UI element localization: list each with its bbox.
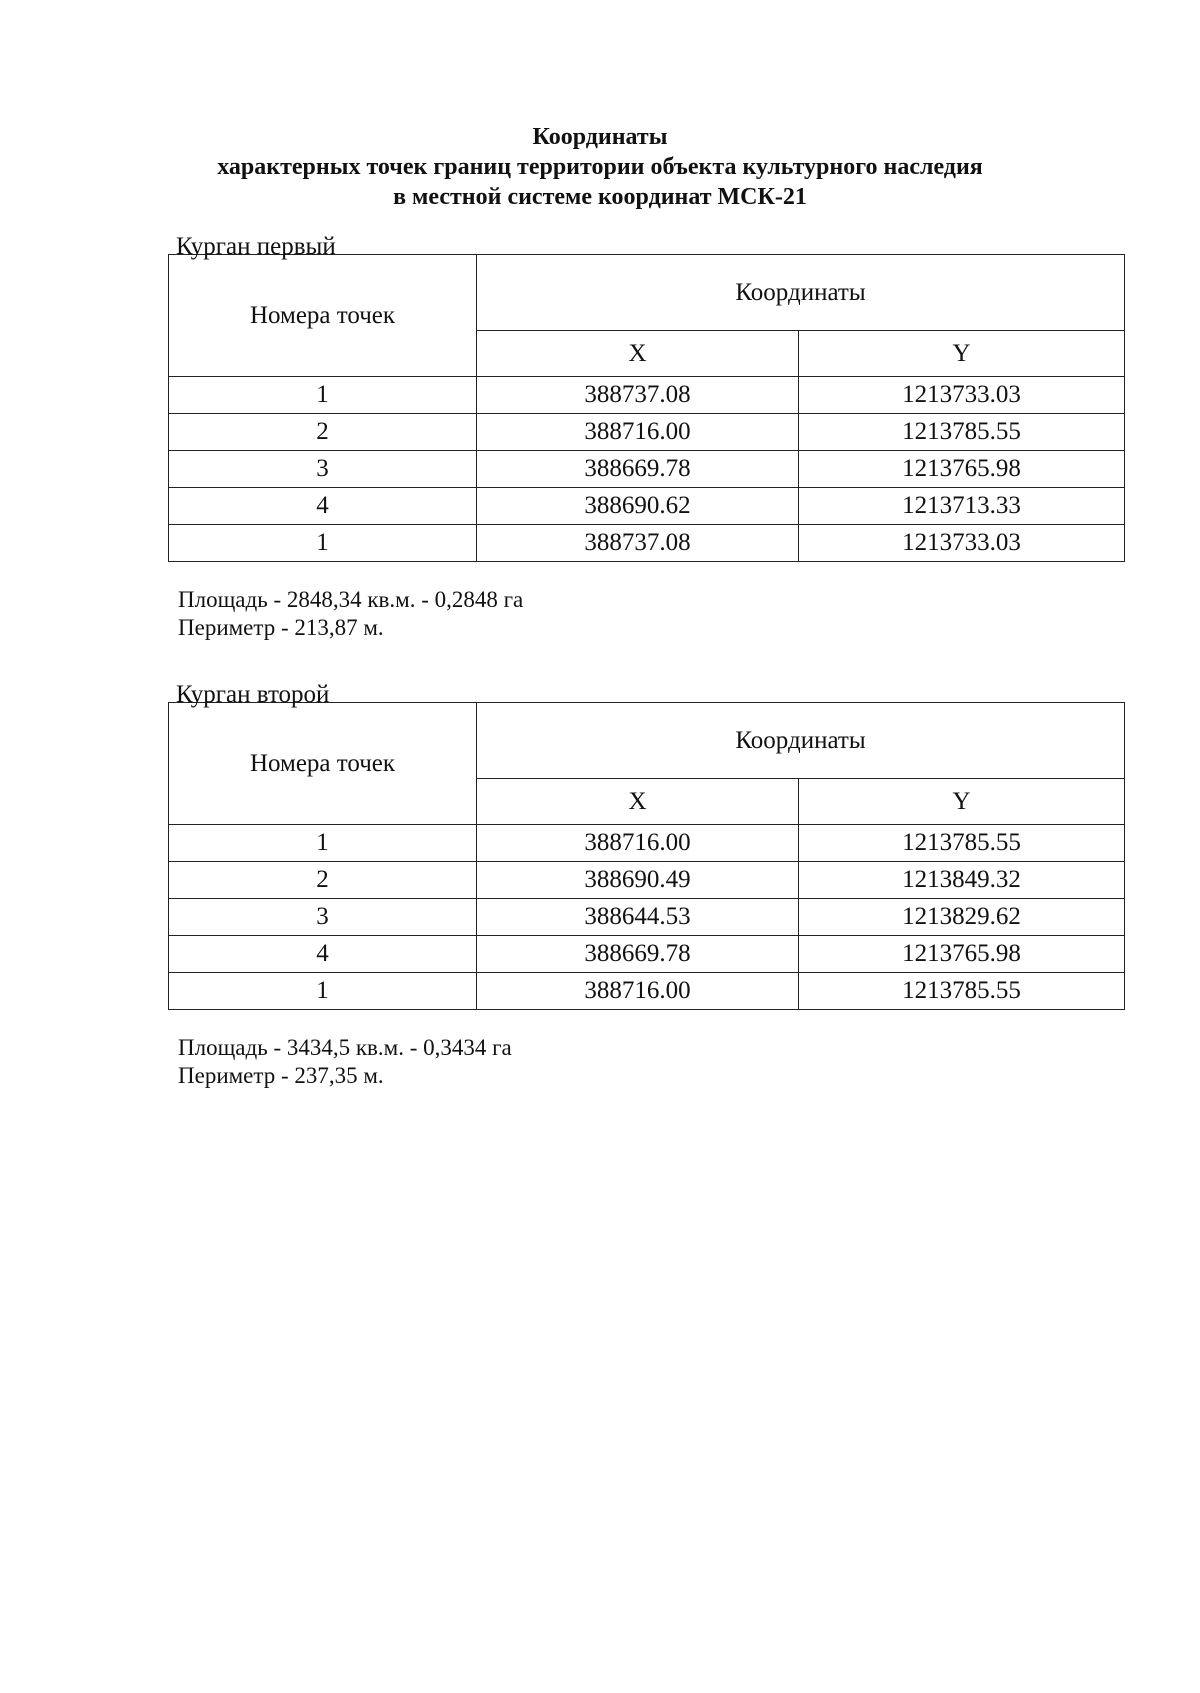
header-y: Y	[799, 779, 1125, 825]
header-coordinates: Координаты	[477, 255, 1125, 331]
cell-point: 1	[169, 377, 477, 414]
cell-y: 1213765.98	[799, 936, 1125, 973]
title-line-2: характерных точек границ территории объекта культурного наследия	[217, 154, 983, 180]
cell-y: 1213765.98	[799, 451, 1125, 488]
header-x: X	[477, 779, 799, 825]
header-coordinates: Координаты	[477, 703, 1125, 779]
document-title	[0, 122, 1200, 212]
cell-y: 1213713.33	[799, 488, 1125, 525]
header-y: Y	[799, 331, 1125, 377]
perimeter-text: Периметр - 213,87 м.	[178, 615, 384, 640]
table-row	[169, 488, 1125, 525]
cell-point: 1	[169, 525, 477, 562]
area-text: Площадь - 3434,5 кв.м. - 0,3434 га	[178, 1035, 512, 1060]
cell-x: 388669.78	[477, 451, 799, 488]
table-row	[169, 451, 1125, 488]
section-notes	[178, 1034, 1124, 1090]
table-row	[169, 525, 1125, 562]
cell-point: 4	[169, 488, 477, 525]
cell-y: 1213849.32	[799, 862, 1125, 899]
table-row	[169, 414, 1125, 451]
header-x: X	[477, 331, 799, 377]
title-line-1: Координаты	[532, 124, 668, 150]
cell-x: 388690.62	[477, 488, 799, 525]
cell-point: 1	[169, 973, 477, 1010]
cell-y: 1213733.03	[799, 525, 1125, 562]
section-notes	[178, 586, 1124, 642]
coordinates-table	[168, 702, 1125, 1010]
table-row	[169, 377, 1125, 414]
title-line-3: в местной системе координат МСК-21	[393, 184, 807, 210]
table-row	[169, 862, 1125, 899]
header-point-numbers: Номера точек	[169, 255, 477, 377]
coordinates-table	[168, 254, 1125, 562]
table-row	[169, 936, 1125, 973]
cell-x: 388644.53	[477, 899, 799, 936]
cell-x: 388716.00	[477, 825, 799, 862]
cell-y: 1213785.55	[799, 414, 1125, 451]
table-row	[169, 899, 1125, 936]
cell-point: 3	[169, 451, 477, 488]
cell-x: 388669.78	[477, 936, 799, 973]
section-label: Курган второй	[176, 681, 330, 708]
cell-point: 2	[169, 414, 477, 451]
cell-point: 2	[169, 862, 477, 899]
cell-y: 1213785.55	[799, 973, 1125, 1010]
cell-x: 388690.49	[477, 862, 799, 899]
cell-x: 388716.00	[477, 973, 799, 1010]
cell-y: 1213785.55	[799, 825, 1125, 862]
header-point-numbers: Номера точек	[169, 703, 477, 825]
table-row	[169, 973, 1125, 1010]
cell-x: 388737.08	[477, 525, 799, 562]
cell-point: 1	[169, 825, 477, 862]
area-text: Площадь - 2848,34 кв.м. - 0,2848 га	[178, 587, 524, 612]
cell-x: 388716.00	[477, 414, 799, 451]
section-kurgan-1	[168, 232, 1124, 642]
cell-point: 3	[169, 899, 477, 936]
cell-y: 1213829.62	[799, 899, 1125, 936]
cell-y: 1213733.03	[799, 377, 1125, 414]
cell-x: 388737.08	[477, 377, 799, 414]
section-kurgan-2	[168, 680, 1124, 1090]
cell-point: 4	[169, 936, 477, 973]
table-row	[169, 825, 1125, 862]
section-label: Курган первый	[176, 233, 336, 260]
perimeter-text: Периметр - 237,35 м.	[178, 1063, 384, 1088]
